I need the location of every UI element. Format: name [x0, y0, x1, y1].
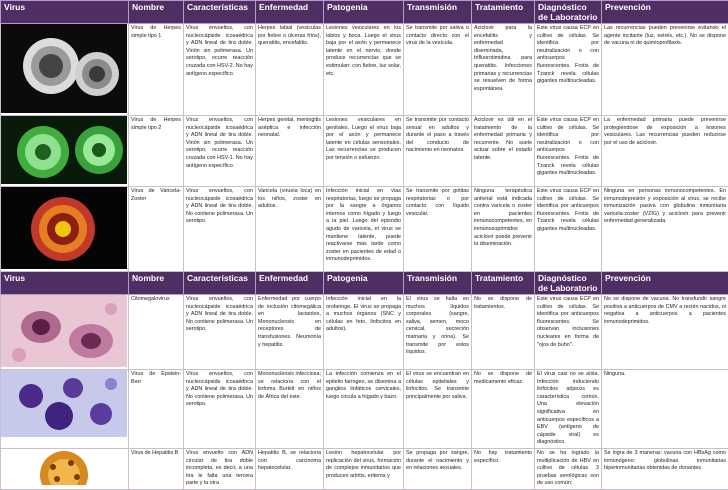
transmision-cell: Se transmite por saliva o contacto directo con el virus de la vesícula. — [404, 24, 472, 116]
nombre-cell: Virus de Herpes simple tipo 2 — [129, 116, 184, 187]
tratamiento-cell: Aciclovir es útil en el tratamiento de la enfermedad primaria y recurrente. No suele actuar sobre el estado latente. — [472, 116, 535, 187]
header-diagnostico: Diagnóstico de Laboratorio — [535, 1, 602, 24]
transmision-cell: El virus se halla en muchos líquidos corporales (sangre, saliva, semen, moco cervical, secreción mamaria y orina). Se transmite por estos líquidos. — [404, 295, 472, 370]
virus-image-cmv — [1, 295, 129, 370]
tratamiento-cell: No se dispone de tratamientos. — [472, 295, 535, 370]
nombre-cell: Virus de Hepatitis B — [129, 448, 184, 489]
header-prevencion: Prevención — [602, 1, 728, 24]
nombre-cell: Virus de Varicela-Zoster — [129, 187, 184, 272]
cmv-micrograph-icon — [1, 295, 127, 367]
transmision-cell: Se transmite por contacto sexual en adultos y durante el paso a través del conducto de nacimiento en neonatos. — [404, 116, 472, 187]
virus-image-vzv — [1, 187, 129, 272]
virus-image-ebv — [1, 370, 129, 449]
table-row — [1, 448, 728, 489]
caracteristicas-cell: Virus envuelto con ADN circular de tira doble incompleta, es decir, a una tira le falta una tercera parte y la otra — [184, 448, 256, 489]
header-nombre: Nombre — [129, 1, 184, 24]
enfermedad-cell: Herpes labial (vesículas por fiebre o úlceras fríos), queratitis, encefalitis. — [256, 24, 324, 116]
header-row-2 — [1, 272, 728, 295]
prevencion-cell: No se dispone de vacuna. No transfundir sangre positiva a anticuerpos de CMV a recién nacidos, ni negativa a anticuerpos a pacientes inmunodeprimidos. — [602, 295, 728, 370]
diagnostico-cell: Este virus causa ECP en cultivo de células. Se identifica por anticuerpos fluorescentes. Frotis de Tzanck revela células gigantes multinucleadas. — [535, 187, 602, 272]
diagnostico-cell: Este virus causa ECP en cultivo de células. Se identifica por anticuerpos fluorescentes. Se observan inclusiones nucleares en forma de "ojos de buho". — [535, 295, 602, 370]
header-enfermedad: Enfermedad — [256, 1, 324, 24]
virus-image-hsv2 — [1, 116, 129, 187]
vzv-micrograph-icon — [1, 187, 127, 269]
caracteristicas-cell: Virus envueltos, con nucleocápside icosaédrica y ADN lineal de tira doble. Virión sin polimerasa. Un serotipo, ocurre reacción cruzada con HSV-2. No hay antígeno específico. — [184, 24, 256, 116]
caracteristicas-cell: Virus envueltos, con nucleocápside icosaédrica y ADN lineal de tira doble. No contiene polimerasa. Un serotipo. — [184, 295, 256, 370]
enfermedad-cell: Mononucleosis infecciosa; se relaciona con el linfoma Burkitt en niños de África del este. — [256, 370, 324, 449]
prevencion-cell: Se logra de 3 maneras: vacuna con HBsAg como inmunógeno; globulinas inmunitarias hiperinmunitarias obtenidas de donantes — [602, 448, 728, 489]
diagnostico-cell: No se ha logrado la multiplicación de HBV en cultivo de células. 3 pruebas serológicas son de uso común: — [535, 448, 602, 489]
header2-prevencion: Prevención — [602, 272, 728, 295]
patogenia-cell: Lesiones vesiculares en los labios y boca. Luego el virus baja por el axón y permanece latente en el nervio, donde produce recurrencias que se estimulan: con fiebre, luz solar, etc. — [324, 24, 404, 116]
transmision-cell: Se transmite por gotitas respiratorias o por contacto con líquido vesicular. — [404, 187, 472, 272]
prevencion-cell: Las recurrencias pueden prevenirse evitando el agente incitante (luz, estrés, etc.). No se dispone de vacuna ni de quimioprofilaxis. — [602, 24, 728, 116]
header-virus: Virus — [1, 1, 129, 24]
diagnostico-cell: Este virus causa ECP en cultivo de células. Se identifica por neutralización o con anticuerpos fluorescentes. Frotis de Tzanck revela células gigantes multinucleadas. — [535, 24, 602, 116]
enfermedad-cell: Hepatitis B, se relaciona con carcinoma hepatocelular. — [256, 448, 324, 489]
tratamiento-cell: Ninguna terapéutica antiviral está indicada contra varicela o zoster en pacientes inmunocompetentes, en inmunosuprimidos aciclovir puede prevenir la diseminación. — [472, 187, 535, 272]
enfermedad-cell: Enfermedad por cuerpo de inclusión citomegálica en lactantes, Mononucleosis en receptores de transfusiones. Neumonía y hepatitis. — [256, 295, 324, 370]
hsv2-micrograph-icon — [1, 116, 127, 184]
caracteristicas-cell: Virus envueltos, con nucleocápside icosaédrica y ADN lineal de tira doble. No contiene polimerasa. Un serotipo. — [184, 370, 256, 449]
prevencion-cell: La enfermedad primaria puede prevenirse protegiéndose de exposición a lesiones vesiculares. Las recurrencias pueden reducirse por el uso de aciclovir. — [602, 116, 728, 187]
virus-image-hsv1 — [1, 24, 129, 116]
transmision-cell: Se propaga por sangre, durante el nacimiento y en relaciones sexuales. — [404, 448, 472, 489]
diagnostico-cell: El virus casi no se aísla. Infección induciendo linfocitos atípicos es característica común. Una elevación significativa en anticuerpos específicos a EBV (antígeno de cápside viral) es diagnóstico. — [535, 370, 602, 449]
header2-tratamiento: Tratamiento — [472, 272, 535, 295]
tratamiento-cell: Aciclovir para la encefalitis y enfermedad diseminada, trifluorotimidina para queratitis. Infecciones primarias y recurrencias se resuelven de forma espontánea. — [472, 24, 535, 116]
header2-virus: Virus — [1, 272, 129, 295]
virus-image-hbv — [1, 448, 129, 489]
header2-diagnostico: Diagnóstico de Laboratorio — [535, 272, 602, 295]
table-row — [1, 24, 728, 116]
transmision-cell: El virus se encuentran en células epiteliales y linfocitos. Se transmite principalmente por saliva. — [404, 370, 472, 449]
header2-nombre: Nombre — [129, 272, 184, 295]
caracteristicas-cell: Virus envueltos, con nucleocápside icosaédrica y ADN lineal de tira doble. No contiene polimerasa. Un serotipo. — [184, 187, 256, 272]
tratamiento-cell: No se dispone de medicamento eficaz. — [472, 370, 535, 449]
header2-caracteristicas: Características — [184, 272, 256, 295]
nombre-cell: Virus de Epstein-Barr — [129, 370, 184, 449]
header2-patogenia: Patogenia — [324, 272, 404, 295]
tratamiento-cell: No hay tratamiento específico. — [472, 448, 535, 489]
header-patogenia: Patogenia — [324, 1, 404, 24]
patogenia-cell: Lesiones vesiculares en genitales. Luego el virus baja por el axón y permanece latente en células sensoriales. Las recurrencias se producen por tensión o esfuerzo. — [324, 116, 404, 187]
caracteristicas-cell: Virus envueltos, con nucleocápside icosaédrica y ADN lineal de tira doble. Virión sin polimerasa. Un serotipo, ocurre reacción cruzada con HSV-1. No hay antígeno específico. — [184, 116, 256, 187]
table-row — [1, 370, 728, 449]
header2-transmision: Transmisión — [404, 272, 472, 295]
header-row — [1, 1, 728, 24]
nombre-cell: Virus de Herpes simple tipo 1 — [129, 24, 184, 116]
header2-enfermedad: Enfermedad — [256, 272, 324, 295]
patogenia-cell: Lesión hepatocelular por replicación del virus, formación de complejos inmunitarios que producen artritis, eritema y — [324, 448, 404, 489]
nombre-cell: Citomegalovirus — [129, 295, 184, 370]
enfermedad-cell: Varicela (viruela loca) en los niños, zoster en adultos. — [256, 187, 324, 272]
prevencion-cell: Ninguna. — [602, 370, 728, 449]
hsv1-micrograph-icon — [1, 24, 127, 113]
table-row — [1, 187, 728, 272]
table-row — [1, 295, 728, 370]
table-row — [1, 116, 728, 187]
header-transmision: Transmisión — [404, 1, 472, 24]
patogenia-cell: La infección comienza en el epitelio faríngeo, se disemina a ganglios linfáticos cervicales, luego circula a hígado y bazo. — [324, 370, 404, 449]
header-caracteristicas: Características — [184, 1, 256, 24]
hbv-model-icon — [1, 449, 127, 485]
diagnostico-cell: Este virus causa ECP en cultivo de células. Se identifica por neutralización o con anticuerpos fluorescentes. Frotis de Tzanck revela células gigantes multinucleadas. — [535, 116, 602, 187]
header-tratamiento: Tratamiento — [472, 1, 535, 24]
enfermedad-cell: Herpes genital, meningitis aséptica e infección neonatal. — [256, 116, 324, 187]
patogenia-cell: Infección inicial en la orofaringe. El virus se propaga a muchos órganos (SNC y células en feto, linfocitos en adultos). — [324, 295, 404, 370]
patogenia-cell: Infección inicial en vías respiratorias, luego se propaga por la sangre a órganos internos como hígado y luego a la piel. Luego del episodio agudo de varicela, el virus se mantiene latente, puede reactivarse más tarde como zoster en pacientes de edad o inmunodeprimidos. — [324, 187, 404, 272]
prevencion-cell: Ninguna en personas inmunocompetentes. En inmunodepresión y exposición al virus, se recibe inmunización pasiva con globulina inmunitaria varicela-zoster (VZIG) y aciclovir para prevenir enfermedad generalizada. — [602, 187, 728, 272]
ebv-micrograph-icon — [1, 370, 127, 437]
